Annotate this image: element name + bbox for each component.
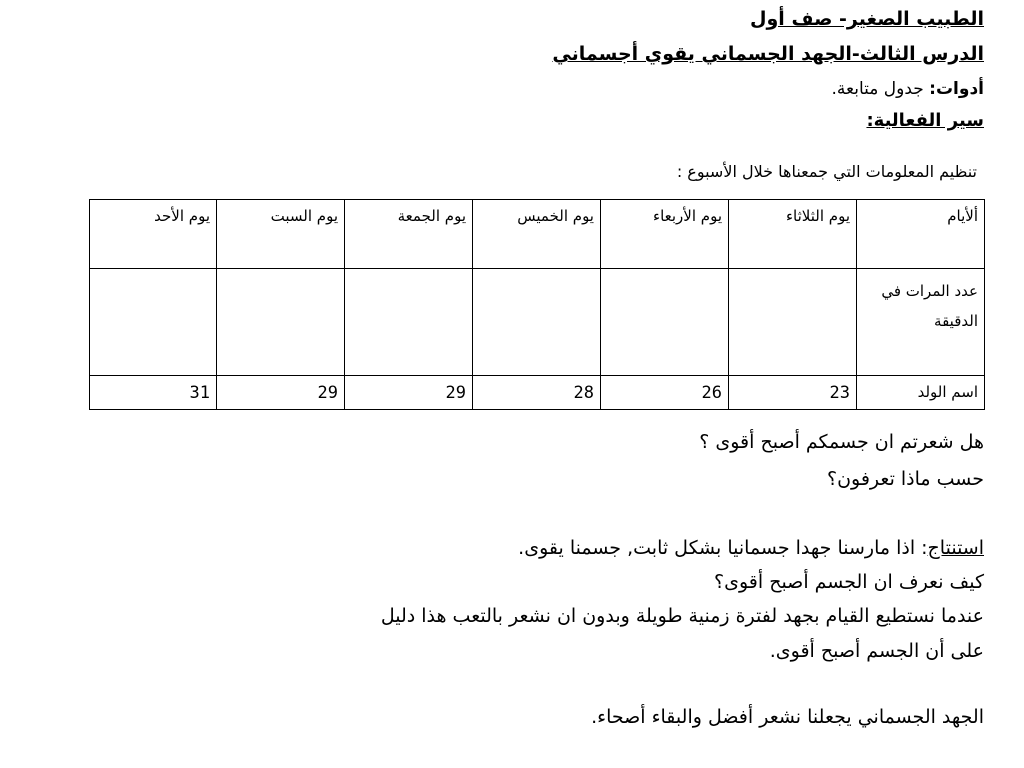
activity-steps-heading: سير الفعالية: <box>866 110 984 131</box>
value-cell: 31 <box>90 376 217 410</box>
header-cell-saturday: يوم السبت <box>217 200 345 269</box>
value-cell: 26 <box>601 376 729 410</box>
value-cell: 23 <box>729 376 857 410</box>
row-label-child-name: اسم الولد <box>857 376 985 410</box>
empty-cell[interactable] <box>345 269 473 376</box>
table-intro: تنظيم المعلومات التي جمعناها خلال الأسبوع : <box>676 162 977 181</box>
weekly-tracking-table <box>89 199 985 410</box>
empty-cell[interactable] <box>217 269 345 376</box>
tools-label: أدوات: <box>929 79 984 99</box>
value-cell: 29 <box>217 376 345 410</box>
question-how-know: حسب ماذا تعرفون؟ <box>826 468 984 490</box>
tools-value: جدول متابعة. <box>831 79 930 99</box>
value-cell: 29 <box>345 376 473 410</box>
empty-cell[interactable] <box>601 269 729 376</box>
row-label-count-per-minute: عدد المرات في الدقيقة <box>857 269 985 376</box>
header-cell-sunday: يوم الأحد <box>90 200 217 269</box>
empty-cell[interactable] <box>729 269 857 376</box>
lesson-title: الدرس الثالث-الجهد الجسماني يقوي أجسماني <box>552 43 984 65</box>
conclusion-text: : اذا مارسنا جهدا جسمانيا بشكل ثابت, جسمنا يقوى. <box>518 537 928 559</box>
empty-cell[interactable] <box>473 269 601 376</box>
document-title: الطبيب الصغير- صف أول <box>750 8 984 30</box>
header-cell-wednesday: يوم الأربعاء <box>601 200 729 269</box>
answer-line-1: عندما نستطيع القيام بجهد لفترة زمنية طويلة وبدون ان نشعر بالتعب هذا دليل <box>380 605 984 627</box>
conclusion-label: استنتاج <box>927 537 984 559</box>
table-row <box>90 200 985 269</box>
empty-cell[interactable] <box>90 269 217 376</box>
question-stronger: هل شعرتم ان جسمكم أصبح أقوى ؟ <box>699 431 984 453</box>
table-row <box>90 376 985 410</box>
table-row <box>90 269 985 376</box>
header-cell-thursday: يوم الخميس <box>473 200 601 269</box>
header-cell-tuesday: يوم الثلاثاء <box>729 200 857 269</box>
tools-line <box>832 81 985 98</box>
value-cell: 28 <box>473 376 601 410</box>
conclusion-line <box>518 539 984 558</box>
header-cell-friday: يوم الجمعة <box>345 200 473 269</box>
final-statement: الجهد الجسماني يجعلنا نشعر أفضل والبقاء أصحاء. <box>591 706 984 728</box>
header-cell-days: ألأيام <box>857 200 985 269</box>
question-body-stronger: كيف نعرف ان الجسم أصبح أقوى؟ <box>714 571 984 593</box>
answer-line-2: على أن الجسم أصبح أقوى. <box>769 640 984 662</box>
